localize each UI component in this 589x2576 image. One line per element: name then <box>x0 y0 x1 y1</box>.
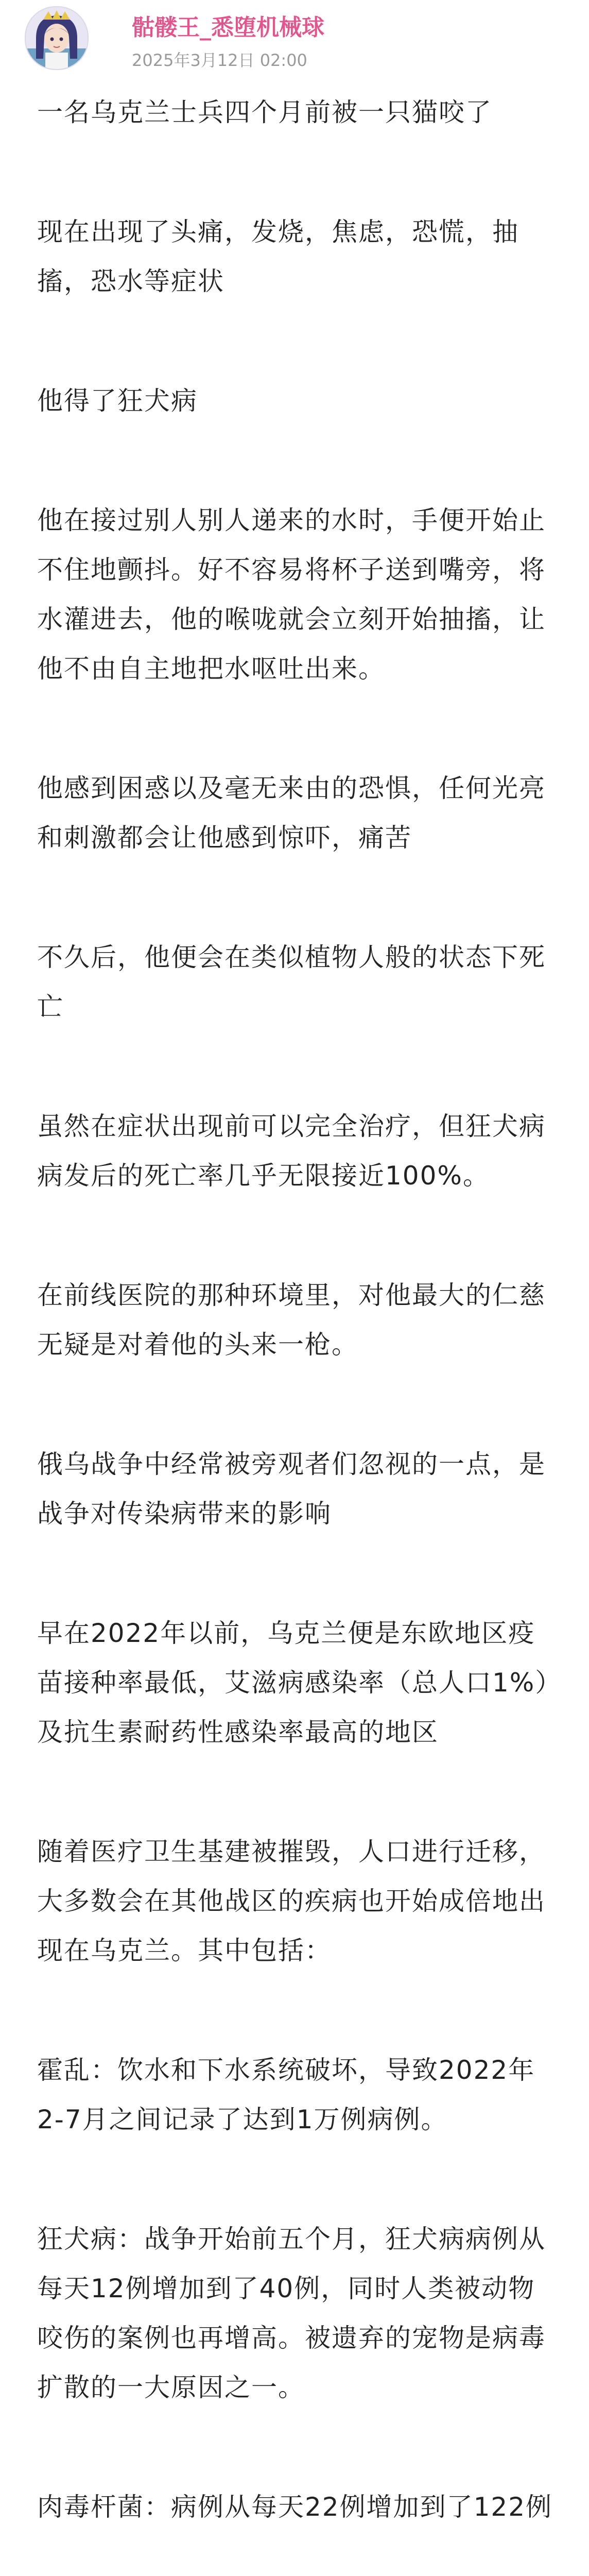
post-paragraph: 俄乌战争中经常被旁观者们忽视的一点，是战争对传染病带来的影响 <box>37 1449 546 1529</box>
post-timestamp: 2025年3月12日 02:00 <box>132 50 307 70</box>
post-paragraph: 随着医疗卫生基建被摧毁，人口进行迁移，大多数会在其他战区的疾病也开始成倍地出现在乌克兰。其中包括： <box>37 1837 546 1965</box>
post-paragraph: 不久后，他便会在类似植物人般的状态下死亡 <box>37 942 546 1022</box>
post-paragraph: 在前线医院的那种环境里，对他最大的仁慈无疑是对着他的头来一枪。 <box>37 1280 546 1360</box>
post-paragraph: 他感到困惑以及毫无来由的恐惧，任何光亮和刺激都会让他感到惊吓，痛苦 <box>37 773 546 853</box>
author-name[interactable]: 骷髅王_悉堕机械球 <box>132 14 324 41</box>
post-paragraph: 狂犬病：战争开始前五个月，狂犬病病例从每天12例增加到了40例，同时人类被动物咬伤的案例也再增高。被遗弃的宠物是病毒扩散的一大原因之一。 <box>37 2224 546 2402</box>
post-paragraph: 早在2022年以前，乌克兰便是东欧地区疫苗接种率最低，艾滋病感染率（总人口1%）及抗生素耐药性感染率最高的地区 <box>37 1618 549 1747</box>
avatar[interactable] <box>25 6 89 70</box>
post-paragraph: 一名乌克兰士兵四个月前被一只猫咬了 <box>37 97 492 127</box>
post-paragraph: 他得了狂犬病 <box>37 386 198 416</box>
post-paragraph: 他在接过别人别人递来的水时，手便开始止不住地颤抖。好不容易将杯子送到嘴旁，将水灌进去，他的喉咙就会立刻开始抽搐，让他不由自主地把水呕吐出来。 <box>37 505 546 684</box>
post-paragraph: 现在出现了头痛，发烧，焦虑，恐慌，抽搐，恐水等症状 <box>37 217 519 296</box>
post-paragraph: 霍乱：饮水和下水系统破坏，导致2022年2-7月之间记录了达到1万例病例。 <box>37 2055 535 2134</box>
post-paragraph: 肉毒杆菌：病例从每天22例增加到了122例 <box>37 2492 553 2522</box>
post-header <box>0 0 589 88</box>
post-body <box>0 88 589 2576</box>
post-paragraph: 虽然在症状出现前可以完全治疗，但狂犬病病发后的死亡率几乎无限接近100%。 <box>37 1111 546 1191</box>
anime-avatar-icon <box>26 7 88 69</box>
